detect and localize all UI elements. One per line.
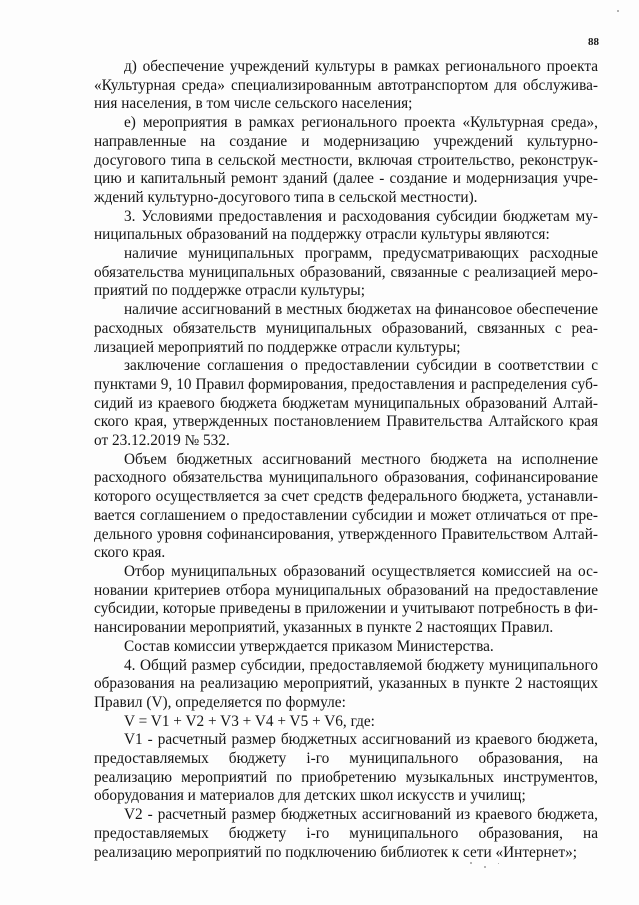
- page-number: 88: [588, 36, 599, 48]
- paragraph-v2: V2 - расчетный размер бюджетных ассигнований из краевого бюджета, предоставляемых бюджету i-го муниципального образования, на реализацию мероприятий по подключению библиотек к сети «Интернет»;: [94, 806, 598, 861]
- scan-speck: [484, 866, 486, 868]
- paragraph-budget-volume: Объем бюджетных ассигнований местного бюджета на исполнение расходного обязательства муниципального образования, софинансирование которого осуществляется за счет средств федерального бюджета, устанавливается соглашением о предоставлении субсидии и может отличаться от предельного уровня софинансирования, утвержденного Правительством Алтайского края.: [94, 450, 598, 562]
- paragraph-condition-allocations: наличие ассигнований в местных бюджетах на финансовое обеспечение расходных обязательств муниципальных образований, связанных с реализацией мероприятий по поддержке отрасли культуры;: [94, 301, 598, 356]
- scan-speck: [470, 862, 472, 864]
- scan-speck: [617, 10, 619, 12]
- paragraph-v1: V1 - расчетный размер бюджетных ассигнований из краевого бюджета, предоставляемых бюджету i-го муниципального образования, на реализацию мероприятий по приобретению музыкальных инструментов, оборудования и материалов для детских школ искусств и училищ;: [94, 731, 598, 805]
- paragraph-item-d: д) обеспечение учреждений культуры в рамках регионального проекта «Культурная среда» специализированным автотранспортом для обслуживания населения, в том числе сельского населения;: [94, 58, 598, 113]
- paragraph-item-e: е) мероприятия в рамках регионального проекта «Культурная среда», направленные на создание и модернизацию учреждений культурнодосугового типа в сельской местности, включая строительство, реконструкцию и капитальный ремонт зданий (далее - создание и модернизация учреждений культурно-досугового типа в сельской местности).: [94, 114, 598, 206]
- paragraph-condition-programs: наличие муниципальных программ, предусматривающих расходные обязательства муниципальных образований, связанные с реализацией мероприятий по поддержке отрасли культуры;: [94, 245, 598, 300]
- scan-speck: [498, 863, 499, 864]
- paragraph-formula: V = V1 + V2 + V3 + V4 + V5 + V6, где:: [124, 712, 375, 730]
- paragraph-section-3: 3. Условиями предоставления и расходования субсидии бюджетам муниципальных образований на поддержку отрасли культуры являются:: [94, 207, 598, 244]
- document-body: [94, 58, 598, 862]
- paragraph-selection: Отбор муниципальных образований осуществляется комиссией на основании критериев отбора муниципальных образований на предоставление субсидии, которые приведены в приложении и учитывают потребность в финансировании мероприятий, указанных в пункте 2 настоящих Правил.: [94, 562, 598, 637]
- paragraph-commission: Состав комиссии утверждается приказом Министерства.: [124, 637, 494, 655]
- paragraph-section-4: 4. Общий размер субсидии, предоставляемой бюджету муниципального образования на реализацию мероприятий, указанных в пункте 2 настоящих Правил (V), определяется по формуле:: [94, 656, 598, 711]
- paragraph-condition-agreement: заключение соглашения о предоставлении субсидии в соответствии с пунктами 9, 10 Правил формирования, предоставления и распределения субсидий из краевого бюджета бюджетам муниципальных образований Алтайского края, утвержденных постановлением Правительства Алтайского края от 23.12.2019 № 532.: [94, 357, 598, 450]
